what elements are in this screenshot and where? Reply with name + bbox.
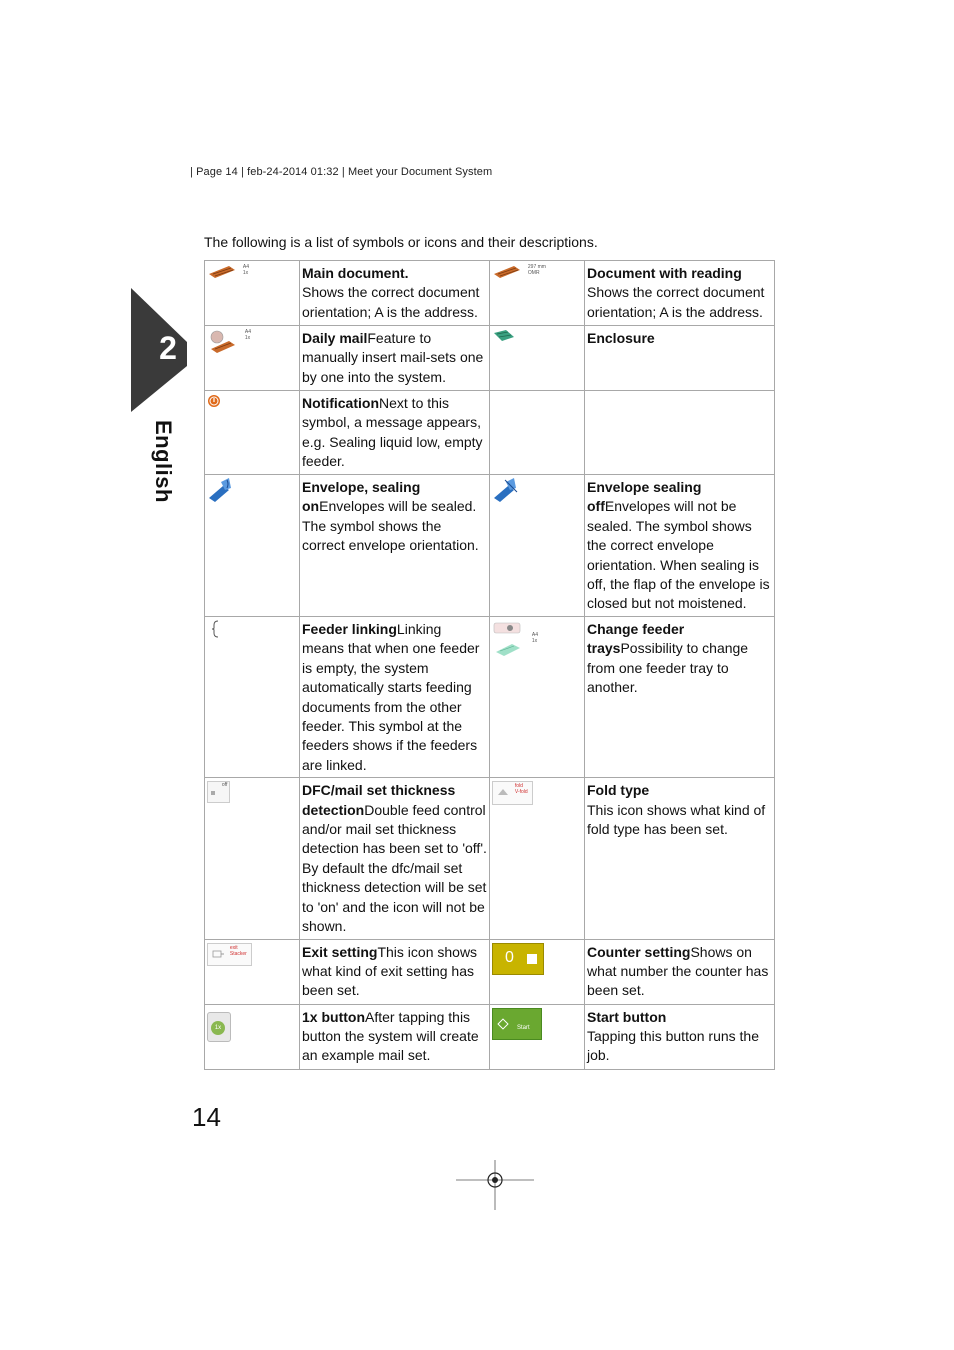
icon-cell xyxy=(205,939,300,1004)
description: Possibility to change from one feeder tray to another. xyxy=(587,640,749,696)
table-row xyxy=(205,939,775,1004)
term: Enclosure xyxy=(587,330,655,346)
description-cell xyxy=(585,939,775,1004)
description-cell xyxy=(585,617,775,778)
intro-text: The following is a list of symbols or icons and their descriptions. xyxy=(204,234,598,250)
counter-setting-icon xyxy=(492,943,544,975)
description-cell xyxy=(300,261,490,326)
description: After tapping this button the system will create an example mail set. xyxy=(302,1008,479,1064)
language-label: English xyxy=(151,420,176,503)
icon-cell xyxy=(205,778,300,939)
term: 1x button xyxy=(302,1008,365,1025)
edit-icon xyxy=(527,954,537,964)
page-number: 14 xyxy=(192,1102,221,1132)
description-cell xyxy=(585,1004,775,1069)
icon-label: A4 1x xyxy=(531,632,539,644)
fold-type-icon xyxy=(492,781,533,804)
registration-mark-icon xyxy=(456,1160,534,1217)
term: Feeder linking xyxy=(302,621,397,637)
notification-icon xyxy=(207,394,221,413)
daily-mail-icon xyxy=(207,329,239,358)
icon-cell xyxy=(205,261,300,326)
dfc-off-icon xyxy=(207,781,230,802)
counter-value: 0 xyxy=(505,948,514,966)
table-row xyxy=(205,391,775,475)
description-cell xyxy=(300,475,490,617)
icon-label: exit Stacker xyxy=(229,944,247,957)
icon-cell xyxy=(205,475,300,617)
one-x-button-icon xyxy=(207,1012,231,1042)
icon-cell xyxy=(205,1004,300,1069)
description-cell xyxy=(585,261,775,326)
description: Shows on what number the counter has been set. xyxy=(587,943,769,999)
table-row xyxy=(205,1004,775,1069)
icon-cell xyxy=(490,939,585,1004)
term: Main document. xyxy=(302,265,409,281)
change-feeder-trays-icon xyxy=(492,620,526,661)
description: Shows the correct document orientation; A is the address. xyxy=(302,284,480,320)
icon-cell xyxy=(205,326,300,391)
term: Exit setting xyxy=(302,943,378,960)
description-cell xyxy=(585,391,775,475)
description: Envelopes will be sealed. The symbol shows the correct envelope orientation. xyxy=(302,498,479,554)
term: Fold type xyxy=(587,782,650,799)
term: Envelope, sealing on xyxy=(302,479,421,515)
icon-cell xyxy=(205,391,300,475)
table-row xyxy=(205,475,775,617)
feeder-linking-icon xyxy=(211,620,221,643)
table-row xyxy=(205,778,775,939)
description: This icon shows what kind of fold type has been set. xyxy=(587,801,766,838)
icon-cell xyxy=(490,1004,585,1069)
icon-cell xyxy=(490,326,585,391)
term: Notification xyxy=(302,395,379,411)
term: Document with reading xyxy=(587,265,742,281)
description: Feature to manually insert mail-sets one by one into the system. xyxy=(302,330,484,385)
icon-cell xyxy=(490,778,585,939)
icon-label: fold V-fold xyxy=(514,783,528,796)
start-label: Start xyxy=(517,1024,530,1031)
description-cell xyxy=(585,326,775,391)
term: Start button xyxy=(587,1008,667,1025)
icon-cell xyxy=(490,475,585,617)
start-diamond-icon xyxy=(497,1018,508,1029)
description-cell xyxy=(300,326,490,391)
table-row xyxy=(205,617,775,778)
description: Next to this symbol, a message appears, e.g. Sealing liquid low, empty feeder. xyxy=(302,395,483,470)
icon-label: off xyxy=(221,782,228,789)
enclosure-icon xyxy=(492,329,516,348)
icon-label: A4 1x xyxy=(244,329,252,341)
description-cell xyxy=(300,939,490,1004)
running-header: | Page 14 | feb-24-2014 01:32 | Meet your Document System xyxy=(190,166,493,178)
description-cell xyxy=(585,475,775,617)
envelope-sealing-on-icon xyxy=(207,478,233,507)
document-reading-icon xyxy=(492,264,522,285)
table-row xyxy=(205,261,775,326)
icon-cell xyxy=(490,617,585,778)
icon-cell xyxy=(490,391,585,475)
table-row xyxy=(205,326,775,391)
term: Envelope sealing off xyxy=(587,479,702,515)
chapter-number: 2 xyxy=(159,330,177,366)
description: Linking means that when one feeder is empty, the system automatically starts feeding documents from the other feeder. This symbol at the feeders shows if the feeders are linked. xyxy=(302,621,480,773)
description-cell xyxy=(300,617,490,778)
start-button-icon xyxy=(492,1008,542,1040)
description-cell xyxy=(585,778,775,939)
description-cell xyxy=(300,1004,490,1069)
term: DFC/mail set thickness detection xyxy=(302,782,456,818)
description-cell xyxy=(300,391,490,475)
term: Daily mail xyxy=(302,330,368,346)
envelope-sealing-off-icon xyxy=(492,478,518,507)
symbols-table xyxy=(204,260,775,1070)
description: Envelopes will not be sealed. The symbol shows the correct envelope orientation. When sealing is off, the flap of the envelope is closed but not moistened. xyxy=(587,498,770,612)
icon-cell xyxy=(490,261,585,326)
one-x-label: 1x xyxy=(211,1021,225,1035)
description: This icon shows what kind of exit setting has been set. xyxy=(302,943,478,999)
description: Shows the correct document orientation; A is the address. xyxy=(587,284,765,320)
icon-label: A4 1x xyxy=(242,264,250,276)
term: Change feeder trays xyxy=(587,621,685,657)
description: Tapping this button runs the job. xyxy=(587,1027,760,1064)
term: Counter setting xyxy=(587,943,691,960)
description: Double feed control and/or mail set thickness detection has been set to 'off'. By default the dfc/mail set thickness detection will be set to 'on' and the icon will not be shown. xyxy=(302,801,487,935)
main-document-icon xyxy=(207,264,237,285)
description-cell xyxy=(300,778,490,939)
exit-setting-icon xyxy=(207,943,252,966)
icon-label: 297 mm OMR xyxy=(527,264,546,276)
icon-cell xyxy=(205,617,300,778)
